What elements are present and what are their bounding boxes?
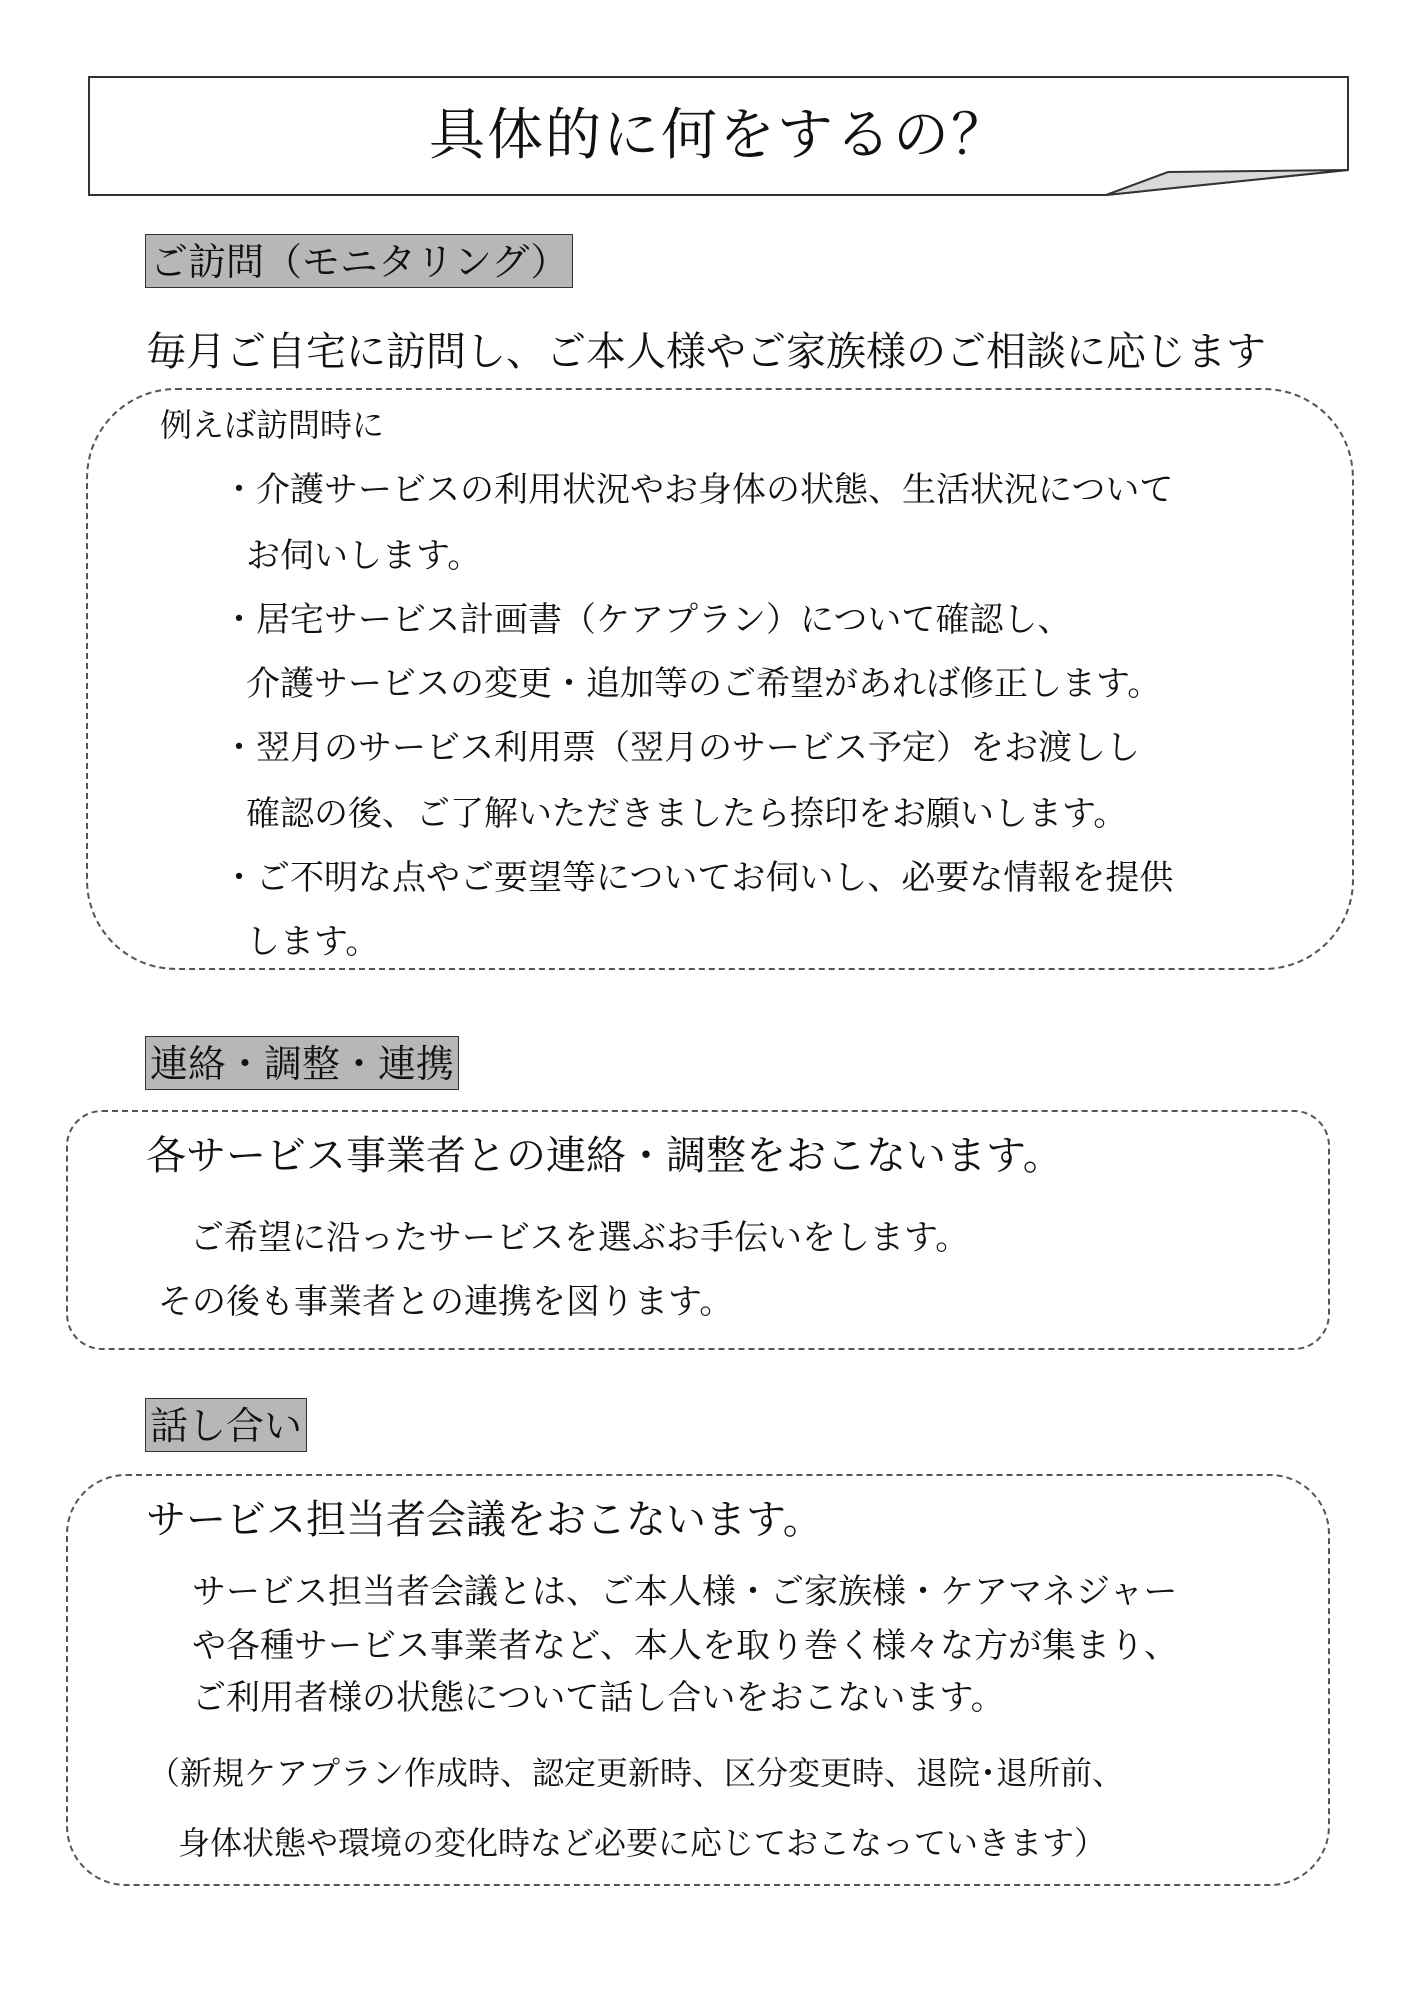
visit-bullet-3-line1: ・翌月のサービス利用票（翌月のサービス予定）をお渡しし	[222, 728, 1140, 768]
visit-bullet-4-line2: します。	[246, 922, 380, 962]
title-banner	[88, 76, 1350, 196]
meeting-note-line2: 身体状態や環境の変化時など必要に応じておこなっていきます）	[178, 1824, 1107, 1862]
section-visit-lead: 毎月ご自宅に訪問し、ご本人様やご家族様のご相談に応じます	[146, 329, 1266, 375]
visit-bullet-1-line2: お伺いします。	[246, 536, 482, 576]
visit-bullet-1-line1: ・介護サービスの利用状況やお身体の状態、生活状況について	[222, 470, 1174, 510]
meeting-para-line1: サービス担当者会議とは、ご本人様・ご家族様・ケアマネジャー	[192, 1572, 1178, 1612]
visit-bullet-2-line1: ・居宅サービス計画書（ケアプラン）について確認し、	[222, 600, 1072, 640]
meeting-para-line2: や各種サービス事業者など、本人を取り巻く様々な方が集まり、	[192, 1626, 1178, 1666]
visit-bullet-2-line2: 介護サービスの変更・追加等のご希望があれば修正します。	[246, 664, 1162, 704]
meeting-lead: サービス担当者会議をおこないます。	[146, 1497, 823, 1543]
coordination-lead: 各サービス事業者との連絡・調整をおこないます。	[146, 1133, 1063, 1179]
meeting-para-line3: ご利用者様の状態について話し合いをおこないます。	[192, 1678, 1005, 1718]
section-tag-visit: ご訪問（モニタリング）	[145, 234, 573, 288]
section-tag-coordination: 連絡・調整・連携	[145, 1036, 459, 1090]
section-tag-meeting: 話し合い	[145, 1398, 307, 1452]
visit-bullet-3-line2: 確認の後、ご了解いただきましたら捺印をお願いします。	[246, 794, 1128, 834]
visit-bullet-4-line1: ・ご不明な点やご要望等についてお伺いし、必要な情報を提供	[222, 858, 1174, 898]
coordination-line2: その後も事業者との連携を図ります。	[158, 1282, 734, 1322]
coordination-line1: ご希望に沿ったサービスを選ぶお手伝いをします。	[190, 1218, 970, 1258]
page-title: 具体的に何をするの？	[429, 103, 1009, 168]
visit-intro: 例えば訪問時に	[160, 406, 385, 444]
meeting-note-line1: （新規ケアプラン作成時、認定更新時、区分変更時、退院･退所前、	[148, 1754, 1125, 1792]
